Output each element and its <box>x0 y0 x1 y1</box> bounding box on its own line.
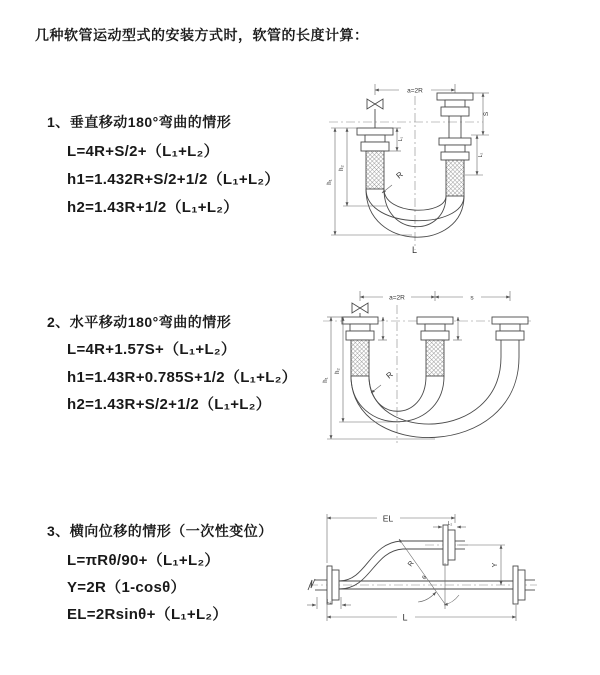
braided-hose-section <box>446 160 464 196</box>
dim-label-l: L <box>402 612 408 623</box>
dim-label-l2: L₂ <box>478 152 484 158</box>
page-title: 几种软管运动型式的安装方式时，软管的长度计算： <box>35 27 369 43</box>
valve-icon <box>352 303 368 317</box>
dim-label-h2: h₂ <box>339 165 345 171</box>
dim-label-a2r: a=2R <box>389 294 405 302</box>
section-1-formula-h1: h1=1.432R+S/2+1/2（L₁+L₂） <box>67 171 280 188</box>
section-3-formula-y: Y=2R（1-cosθ） <box>67 579 186 596</box>
dim-shift-s <box>435 295 510 302</box>
valve-icon <box>367 99 383 128</box>
dim-l1 <box>307 597 351 609</box>
section-3-heading: 3、横向位移的情形（一次性变位） <box>47 523 273 539</box>
section-2-formula-h1: h1=1.43R+0.785S+1/2（L₁+L₂） <box>67 369 297 386</box>
section-1-heading: 1、垂直移动180°弯曲的情形 <box>47 114 232 130</box>
horizontal-180-bend-diagram <box>315 285 540 460</box>
dim-label-s: S <box>483 111 490 117</box>
dim-l <box>327 604 516 623</box>
radius-pointer <box>371 370 395 393</box>
dim-label-y: Y <box>492 562 499 568</box>
dim-label-h1: h₁ <box>327 179 333 185</box>
pipe-break-mark <box>308 579 315 590</box>
dim-label-l1: L₁ <box>398 136 404 142</box>
radius-label: R <box>394 169 405 181</box>
dim-label-s: s <box>470 294 474 302</box>
right-pipe-flange <box>437 93 473 196</box>
vertical-180-bend-diagram <box>315 78 530 258</box>
section-2-formula-l: L=4R+1.57S+（L₁+L₂） <box>67 341 237 358</box>
dim-s <box>471 93 490 135</box>
dim-label-l1: L₁ <box>326 599 332 605</box>
dim-el <box>327 514 455 564</box>
dim-h1 <box>323 317 435 439</box>
section-2-formula-h2: h2=1.43R+S/2+1/2（L₁+L₂） <box>67 396 272 413</box>
section-3-formula-el: EL=2Rsinθ+（L₁+L₂） <box>67 606 228 623</box>
section-1-formula-l: L=4R+S/2+（L₁+L₂） <box>67 143 219 160</box>
right-pipe-flange <box>492 317 528 357</box>
braided-hose-section <box>366 151 384 189</box>
section-3-formula-l: L=πRθ/90+（L₁+L₂） <box>67 552 220 569</box>
middle-pipe-flange <box>417 317 453 376</box>
section-1-formula-h2: h2=1.43R+1/2（L₁+L₂） <box>67 199 239 216</box>
angle-label: θ <box>421 574 429 582</box>
braided-hose-section <box>351 340 369 376</box>
dim-label-l2: L₂ <box>447 521 453 527</box>
radius-label: R <box>407 559 416 569</box>
radius-pointer <box>382 170 405 193</box>
lateral-displacement-diagram <box>305 505 540 650</box>
length-label: L <box>412 245 418 255</box>
section-2-heading: 2、水平移动180°弯曲的情形 <box>47 314 232 330</box>
dim-label-h1: h₁ <box>323 377 329 383</box>
left-pipe-flange <box>342 317 378 376</box>
dim-y <box>457 545 505 585</box>
braided-hose-section <box>426 340 444 376</box>
radius-label: R <box>384 369 395 381</box>
dim-l2 <box>433 521 466 527</box>
dim-label-h2: h₂ <box>335 368 341 374</box>
dim-a2r <box>360 291 510 302</box>
dim-label-a2r: a=2R <box>407 87 423 95</box>
dim-label-el: EL <box>382 513 394 524</box>
left-pipe-flange <box>357 128 393 189</box>
